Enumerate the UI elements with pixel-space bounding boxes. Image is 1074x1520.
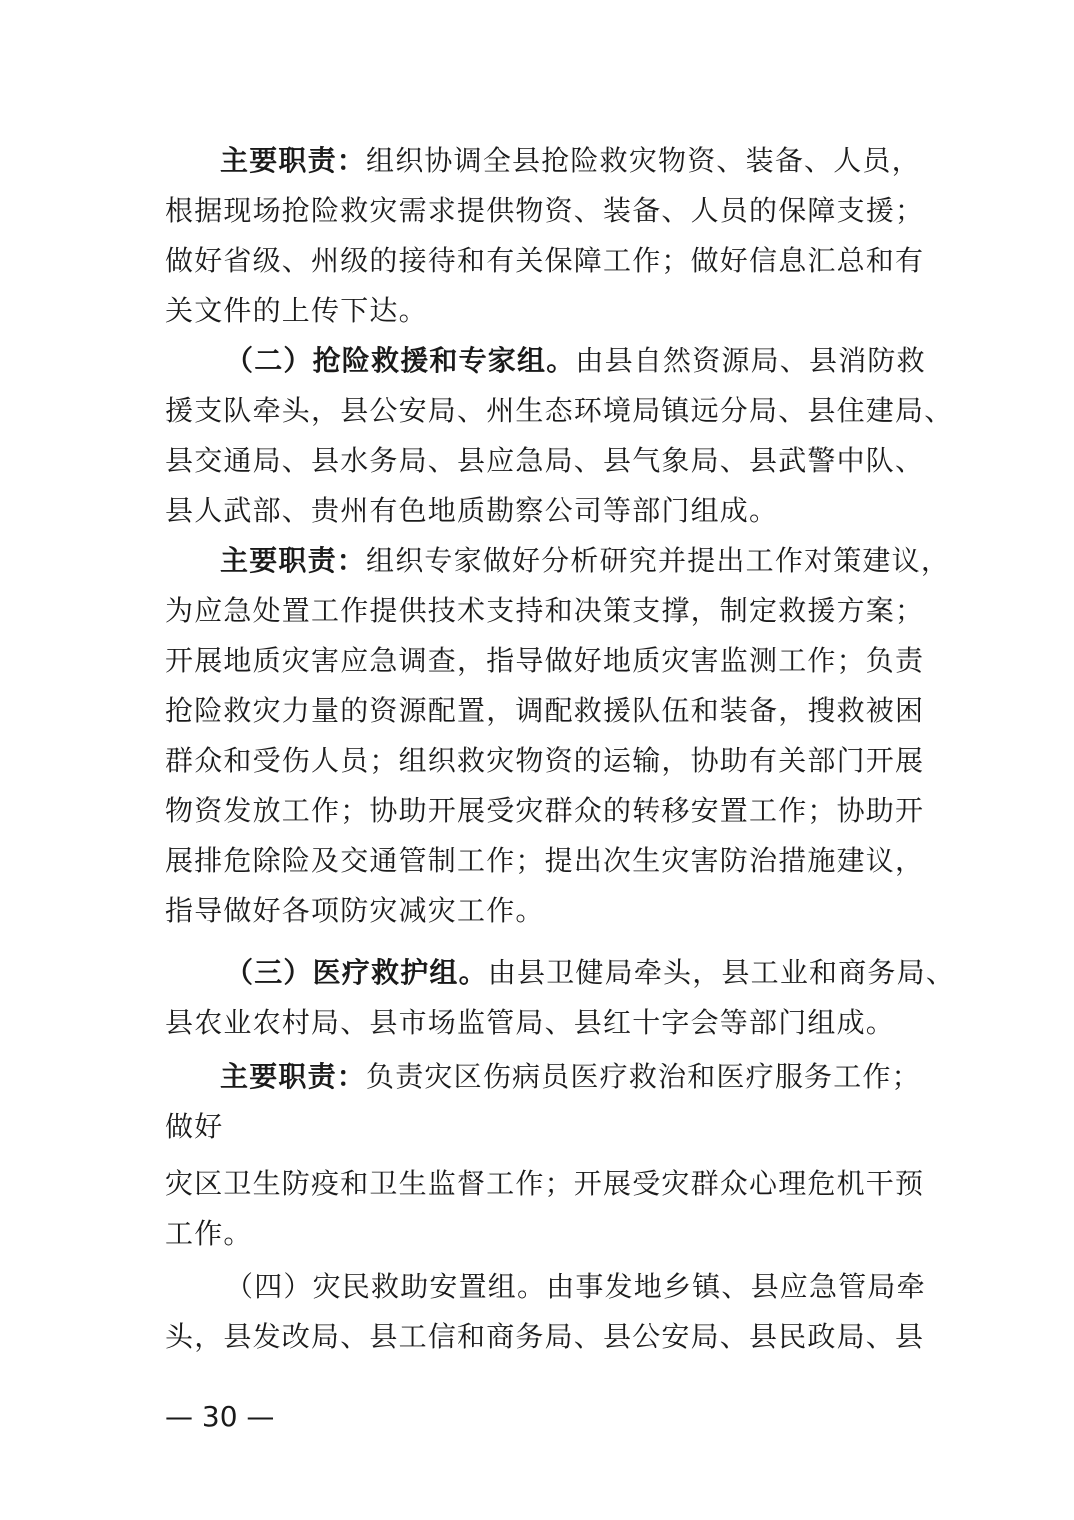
paragraph-line: 头，县发改局、县工信和商务局、县公安局、县民政局、县 [165,1320,925,1353]
paragraph-line: 做好省级、州级的接待和有关保障工作；做好信息汇总和有 [165,244,925,277]
paragraph-line: 群众和受伤人员；组织救灾物资的运输，协助有关部门开展 [165,744,925,777]
paragraph-line: 灾区卫生防疫和卫生监督工作；开展受灾群众心理危机干预 [165,1167,925,1200]
duty-label: 主要职责： [220,1060,367,1093]
section-heading: （三）医疗救护组。 [225,956,488,989]
paragraph-line: 指导做好各项防灾减灾工作。 [165,894,545,927]
paragraph-line: 根据现场抢险救灾需求提供物资、装备、人员的保障支援； [165,194,925,227]
paragraph-line: 县交通局、县水务局、县应急局、县气象局、县武警中队、 [165,444,925,477]
paragraph-line: 物资发放工作；协助开展受灾群众的转移安置工作；协助开 [165,794,925,827]
paragraph-line: 县农业农村局、县市场监管局、县红十字会等部门组成。 [165,1006,896,1039]
duty-label: 主要职责： [220,144,367,177]
paragraph-line [220,141,925,181]
paragraph-line: 工作。 [165,1217,253,1250]
paragraph-line: 关文件的上传下达。 [165,294,428,327]
paragraph-line [225,341,925,381]
paragraph-line: 开展地质灾害应急调查，指导做好地质灾害监测工作；负责 [165,644,925,677]
paragraph-line [225,1267,925,1307]
paragraph-line: 抢险救灾力量的资源配置，调配救援队伍和装备，搜救被困 [165,694,925,727]
paragraph-line: 展排危除险及交通管制工作；提出次生灾害防治措施建议， [165,844,925,877]
text-span: 由县卫健局牵头，县工业和商务局、 [487,956,956,989]
paragraph-line: 援支队牵头，县公安局、州生态环境局镇远分局、县住建局、 [165,394,954,427]
page-number: — 30 — [165,1400,275,1433]
paragraph-line [225,953,956,993]
text-span: 由县自然资源局、县消防救 [575,344,926,377]
section-heading: （二）抢险救援和专家组。 [225,344,576,377]
section-heading: （四）灾民救助安置组。 [225,1270,547,1303]
paragraph-line: 县人武部、贵州有色地质勘察公司等部门组成。 [165,494,779,527]
paragraph-line: 为应急处置工作提供技术支持和决策支撑，制定救援方案； [165,594,925,627]
paragraph-line: 做好 [165,1110,224,1143]
text-span: 负责灾区伤病员医疗救治和医疗服务工作； [366,1060,921,1093]
text-span: 由事发地乡镇、县应急管局牵 [546,1270,926,1303]
text-span: 组织协调全县抢险救灾物资、装备、人员， [366,144,921,177]
text-span: 组织专家做好分析研究并提出工作对策建议， [366,544,951,577]
paragraph-line [220,1057,925,1097]
duty-label: 主要职责： [220,544,367,577]
paragraph-line [220,541,951,581]
